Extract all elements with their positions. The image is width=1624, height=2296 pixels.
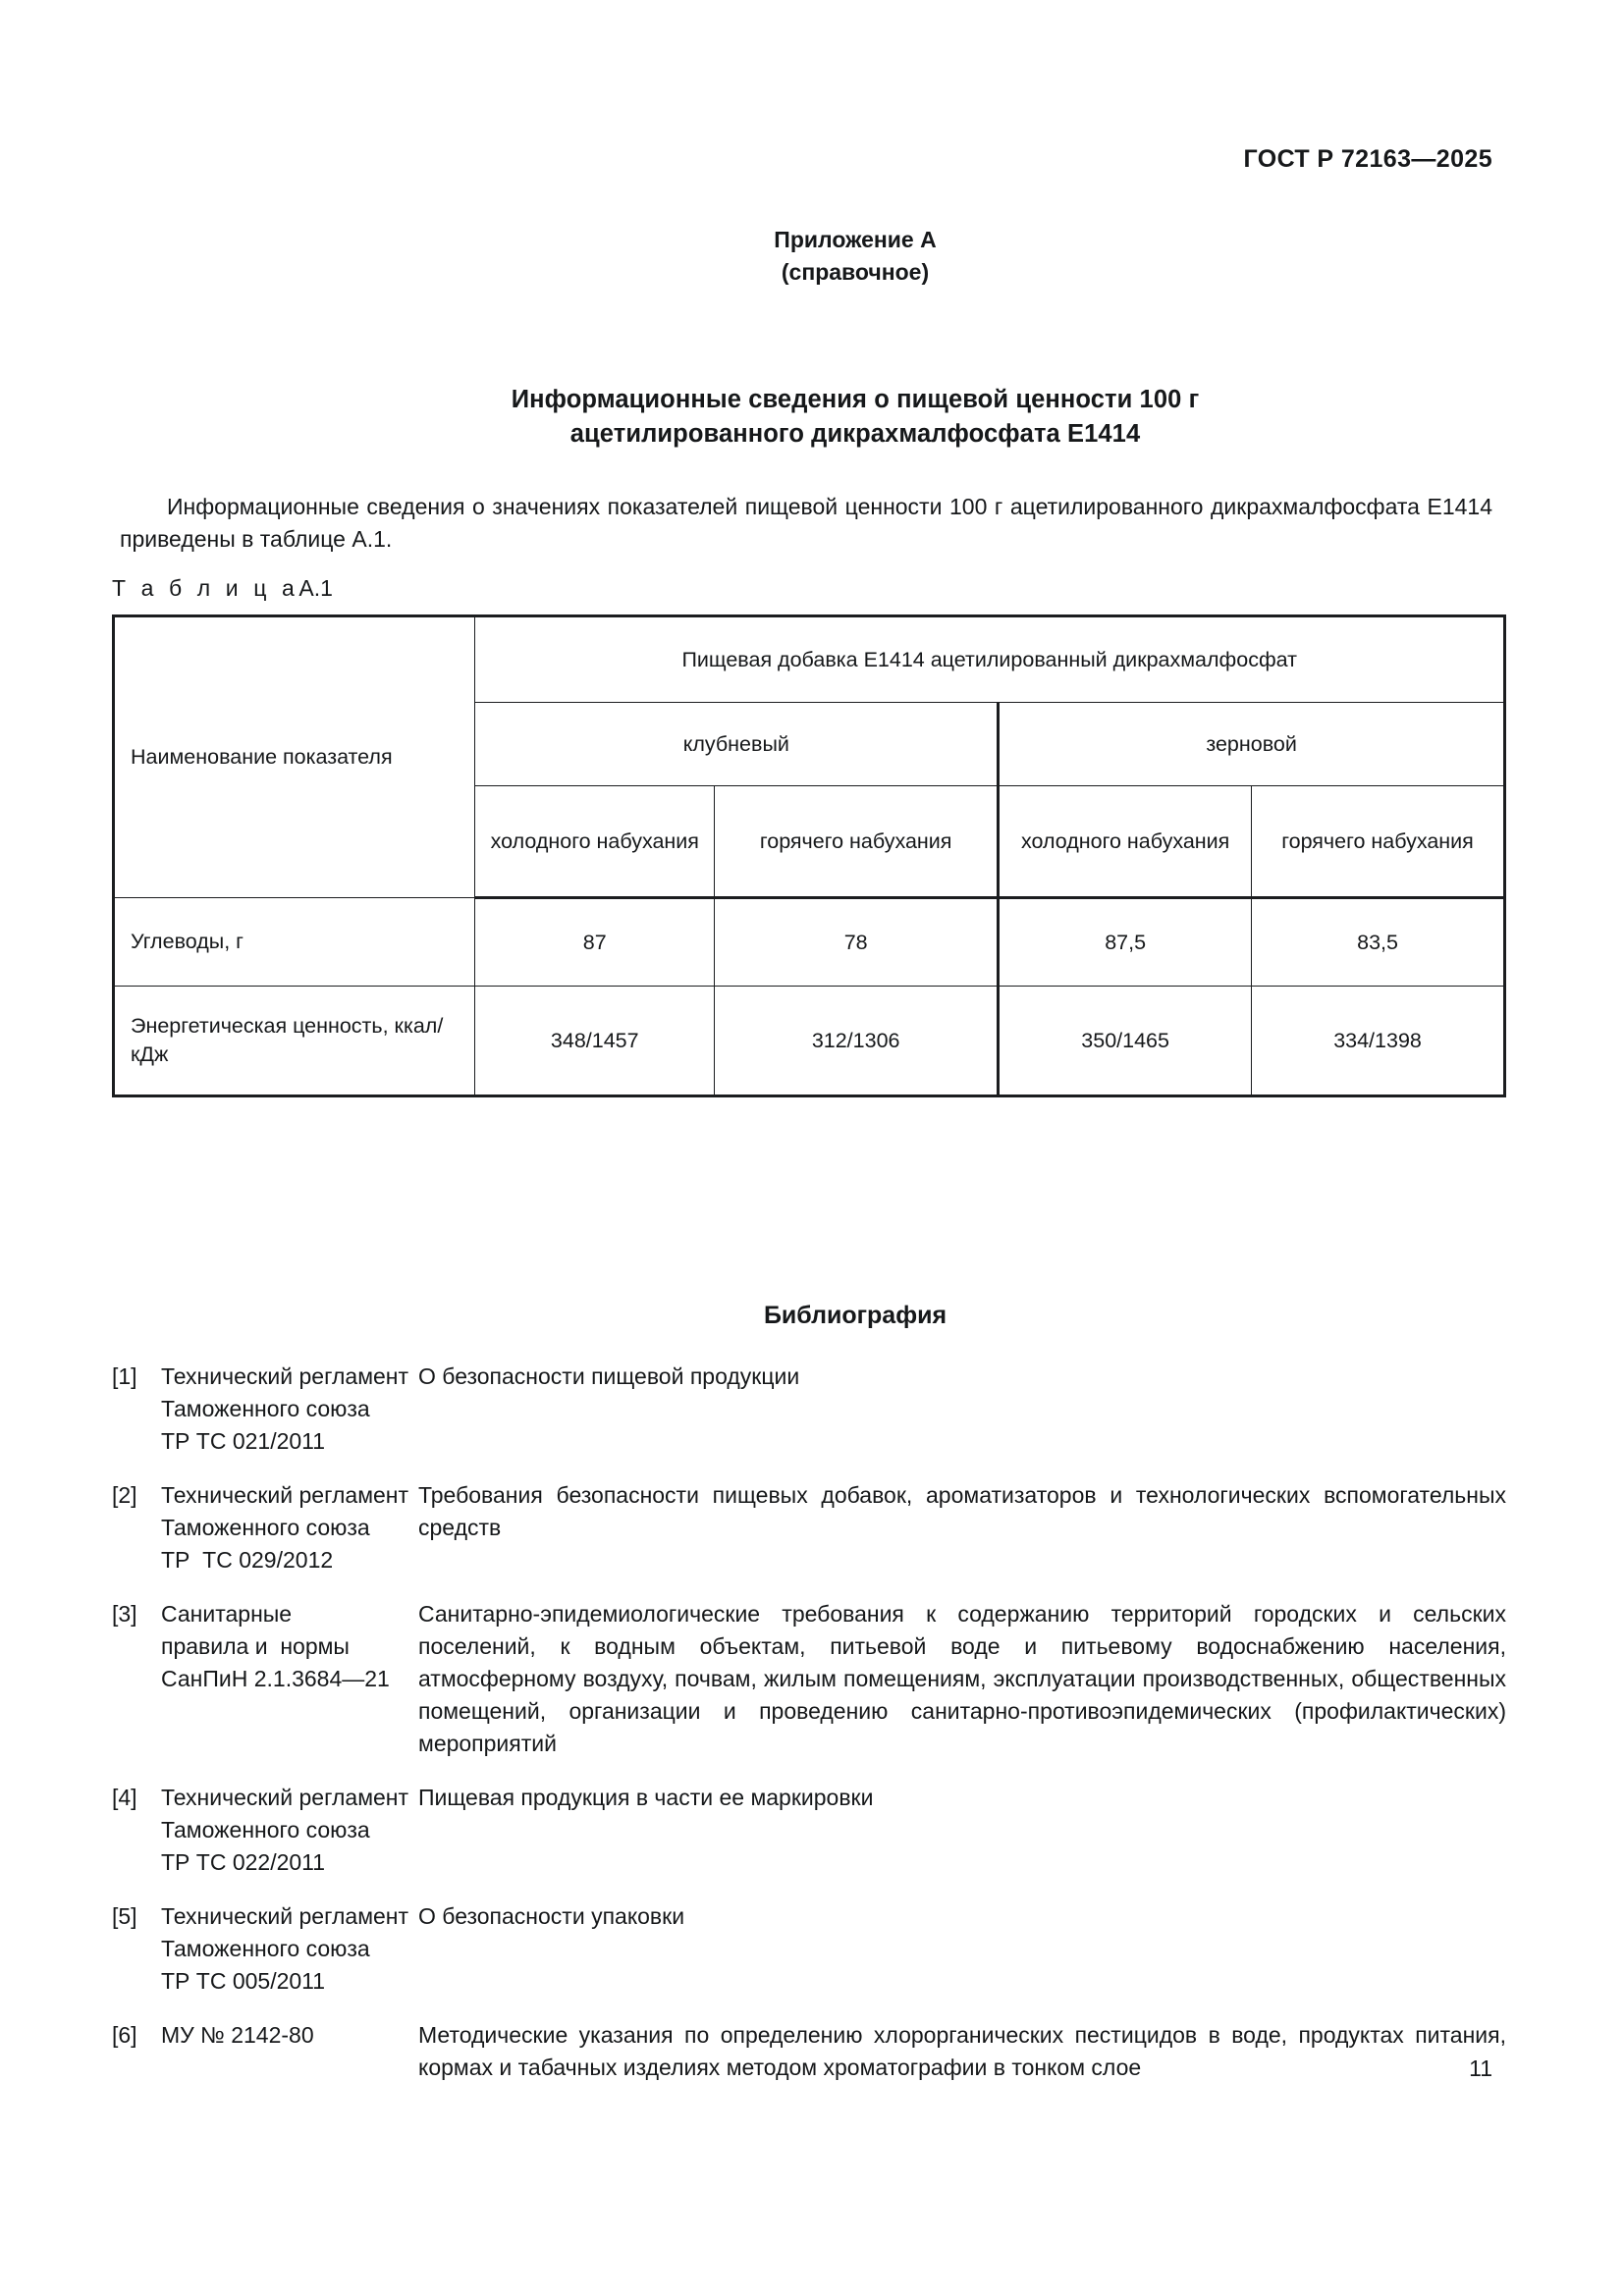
page-title bbox=[0, 383, 1624, 452]
bibliography-source-line: ТР ТС 029/2012 bbox=[161, 1547, 334, 1573]
bibliography-title: Библиография bbox=[763, 1302, 947, 1329]
table-header-indicator: Наименование показателя bbox=[114, 616, 475, 898]
table-cell-value: 312/1306 bbox=[715, 987, 999, 1096]
table-cell-value: 78 bbox=[715, 898, 999, 987]
table-header-group-title: Пищевая добавка Е1414 ацетилированный дикрахмалфосфат bbox=[475, 616, 1505, 703]
appendix-label: Приложение А bbox=[774, 227, 937, 252]
nutrition-table-wrapper bbox=[112, 614, 1506, 1097]
bibliography-source-line: МУ № 2142-80 bbox=[161, 2022, 314, 2048]
bibliography-entry bbox=[112, 1598, 1506, 1760]
bibliography-entry-number: [5] bbox=[112, 1903, 137, 1929]
bibliography-entry bbox=[112, 2019, 1506, 2084]
table-cell-value: 83,5 bbox=[1252, 898, 1505, 987]
bibliography-entry-description: Требования безопасности пищевых добавок, ароматизаторов и технологических вспомогательных средств bbox=[418, 1482, 1506, 1540]
table-header-column-0: холодного набухания bbox=[475, 786, 715, 898]
table-cell-value: 87 bbox=[475, 898, 715, 987]
table-row-label: Энергетическая ценность, ккал/кДж bbox=[114, 987, 475, 1096]
running-header: ГОСТ Р 72163—2025 bbox=[1243, 145, 1492, 173]
bibliography-entry bbox=[112, 1782, 1506, 1879]
bibliography-source-line: Технический регламент bbox=[161, 1482, 409, 1508]
bibliography-source-line: ТР ТС 005/2011 bbox=[161, 1968, 326, 1994]
bibliography-entry-source bbox=[161, 1900, 418, 1998]
table-row-label: Углеводы, г bbox=[114, 898, 475, 987]
bibliography-source-line: Технический регламент bbox=[161, 1363, 409, 1389]
bibliography-entry-source bbox=[161, 1479, 418, 1576]
bibliography-entry-source bbox=[161, 1782, 418, 1879]
bibliography-entry-number: [1] bbox=[112, 1363, 137, 1389]
table-cell-value: 87,5 bbox=[999, 898, 1252, 987]
bibliography-entry bbox=[112, 1479, 1506, 1576]
bibliography-entry bbox=[112, 1361, 1506, 1458]
bibliography-list bbox=[112, 1361, 1506, 2106]
bibliography-entry-description: Пищевая продукция в части ее маркировки bbox=[418, 1785, 874, 1810]
page-number: 11 bbox=[1469, 2056, 1492, 2081]
bibliography-entry-number: [3] bbox=[112, 1601, 137, 1627]
table-cell-value: 350/1465 bbox=[999, 987, 1252, 1096]
bibliography-entry-source bbox=[161, 1361, 418, 1458]
table-caption-number: А.1 bbox=[298, 575, 333, 601]
bibliography-entry-description: О безопасности пищевой продукции bbox=[418, 1363, 800, 1389]
appendix-heading bbox=[0, 224, 1624, 289]
bibliography-source-line: ТР ТС 021/2011 bbox=[161, 1428, 326, 1454]
bibliography-source-line: Технический регламент bbox=[161, 1903, 409, 1929]
table-cell-value: 334/1398 bbox=[1252, 987, 1505, 1096]
bibliography-entry-description: О безопасности упаковки bbox=[418, 1903, 685, 1929]
bibliography-entry-source bbox=[161, 2019, 418, 2052]
page-title-line-2: ацетилированного дикрахмалфосфата Е1414 bbox=[569, 420, 1141, 448]
bibliography-source-line: Технический регламент bbox=[161, 1785, 409, 1810]
bibliography-source-line: СанПиН 2.1.3684—21 bbox=[161, 1666, 390, 1691]
intro-text: Информационные сведения о значениях показателей пищевой ценности 100 г ацетилированного дикрахмалфосфата Е1414 приведены в таблице А.1. bbox=[120, 494, 1492, 552]
table-row bbox=[114, 898, 1505, 987]
appendix-kind: (справочное) bbox=[781, 259, 930, 285]
table-header-subgroup-1: зерновой bbox=[999, 703, 1505, 786]
bibliography-entry-description: Методические указания по определению хлорорганических пестицидов в воде, продуктах питания, кормах и табачных изделиях методом хроматографии в тонком слое bbox=[418, 2022, 1506, 2080]
table-header-subgroup-0: клубневый bbox=[475, 703, 999, 786]
bibliography-source-line: Таможенного союза bbox=[161, 1817, 370, 1842]
bibliography-entry-number: [4] bbox=[112, 1785, 137, 1810]
bibliography-source-line: Таможенного союза bbox=[161, 1396, 370, 1421]
bibliography-entry-number: [6] bbox=[112, 2022, 137, 2048]
bibliography-entry-description: Санитарно-эпидемиологические требования к содержанию территорий городских и сельских поселений, к водным объектам, питьевой воде и питьевому водоснабжению населения, атмосферному воздуху, почвам, жилым помещениям, эксплуатации производственных, общественных помещений, организации и проведению санитарно-противоэпидемических (профилактических) мероприятий bbox=[418, 1601, 1506, 1756]
bibliography-entry-number: [2] bbox=[112, 1482, 137, 1508]
nutrition-table bbox=[112, 614, 1506, 1097]
table-caption-label: Т а б л и ц а bbox=[112, 575, 299, 601]
bibliography-source-line: ТР ТС 022/2011 bbox=[161, 1849, 326, 1875]
table-header-row-group bbox=[114, 616, 1505, 703]
intro-paragraph bbox=[120, 491, 1492, 556]
table-caption bbox=[112, 575, 333, 602]
table-cell-value: 348/1457 bbox=[475, 987, 715, 1096]
bibliography-entry-source bbox=[161, 1598, 418, 1695]
page-title-line-1: Информационные сведения о пищевой ценности 100 г bbox=[511, 386, 1200, 413]
table-row bbox=[114, 987, 1505, 1096]
bibliography-source-line: правила и нормы bbox=[161, 1633, 350, 1659]
bibliography-entry bbox=[112, 1900, 1506, 1998]
table-header-column-1: горячего набухания bbox=[715, 786, 999, 898]
table-header-column-3: горячего набухания bbox=[1252, 786, 1505, 898]
bibliography-source-line: Таможенного союза bbox=[161, 1515, 370, 1540]
bibliography-source-line: Таможенного союза bbox=[161, 1936, 370, 1961]
bibliography-source-line: Санитарные bbox=[161, 1601, 293, 1627]
table-header-column-2: холодного набухания bbox=[999, 786, 1252, 898]
